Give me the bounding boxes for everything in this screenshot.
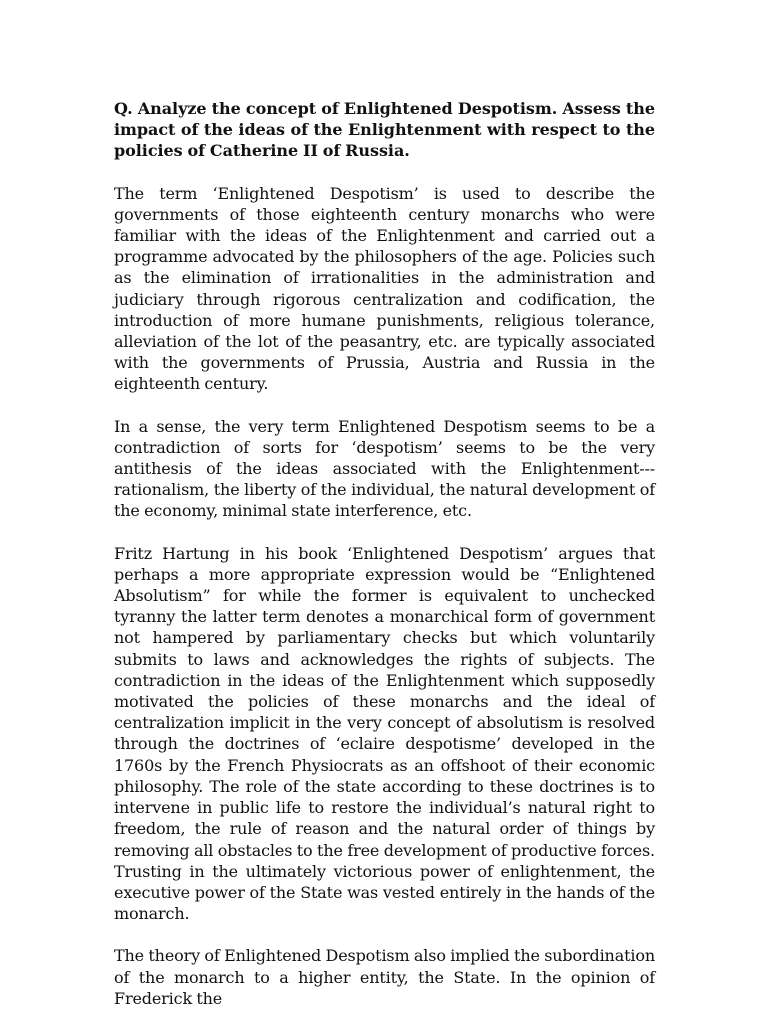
- paragraph-2: In a sense, the very term Enlightened Despotism seems to be a contradiction of sorts for ‘despotism’ seems to be the very antithesis of the ideas associated with the Enlightenment---rationalism, the liberty of the individual, the natural development of the economy, minimal state interference, etc.: [114, 416, 655, 521]
- paragraph-1: The term ‘Enlightened Despotism’ is used to describe the governments of those eighteenth century monarchs who were familiar with the ideas of the Enlightenment and carried out a programme advocated by the philosophers of the age. Policies such as the elimination of irrationalities in the administration and judiciary through rigorous centralization and codification, the introduction of more humane punishments, religious tolerance, alleviation of the lot of the peasantry, etc. are typically associated with the governments of Prussia, Austria and Russia in the eighteenth century.: [114, 183, 655, 394]
- paragraph-3: Fritz Hartung in his book ‘Enlightened Despotism’ argues that perhaps a more appropriate expression would be “Enlightened Absolutism” for while the former is equivalent to unchecked tyranny the latter term denotes a monarchical form of government not hampered by parliamentary checks but which voluntarily submits to laws and acknowledges the rights of subjects. The contradiction in the ideas of the Enlightenment which supposedly motivated the policies of these monarchs and the ideal of centralization implicit in the very concept of absolutism is resolved through the doctrines of ‘eclaire despotisme’ developed in the 1760s by the French Physiocrats as an offshoot of their economic philosophy. The role of the state according to these doctrines is to intervene in public life to restore the individual’s natural right to freedom, the rule of reason and the natural order of things by removing all obstacles to the free development of productive forces. Trusting in the ultimately victorious power of enlightenment, the executive power of the State was vested entirely in the hands of the monarch.: [114, 543, 655, 924]
- document-page: [114, 98, 655, 1030]
- question-heading: Q. Analyze the concept of Enlightened Despotism. Assess the impact of the ideas of the Enlightenment with respect to the policies of Catherine II of Russia.: [114, 99, 655, 161]
- paragraph-4: The theory of Enlightened Despotism also implied the subordination of the monarch to a higher entity, the State. In the opinion of Frederick the: [114, 946, 655, 1008]
